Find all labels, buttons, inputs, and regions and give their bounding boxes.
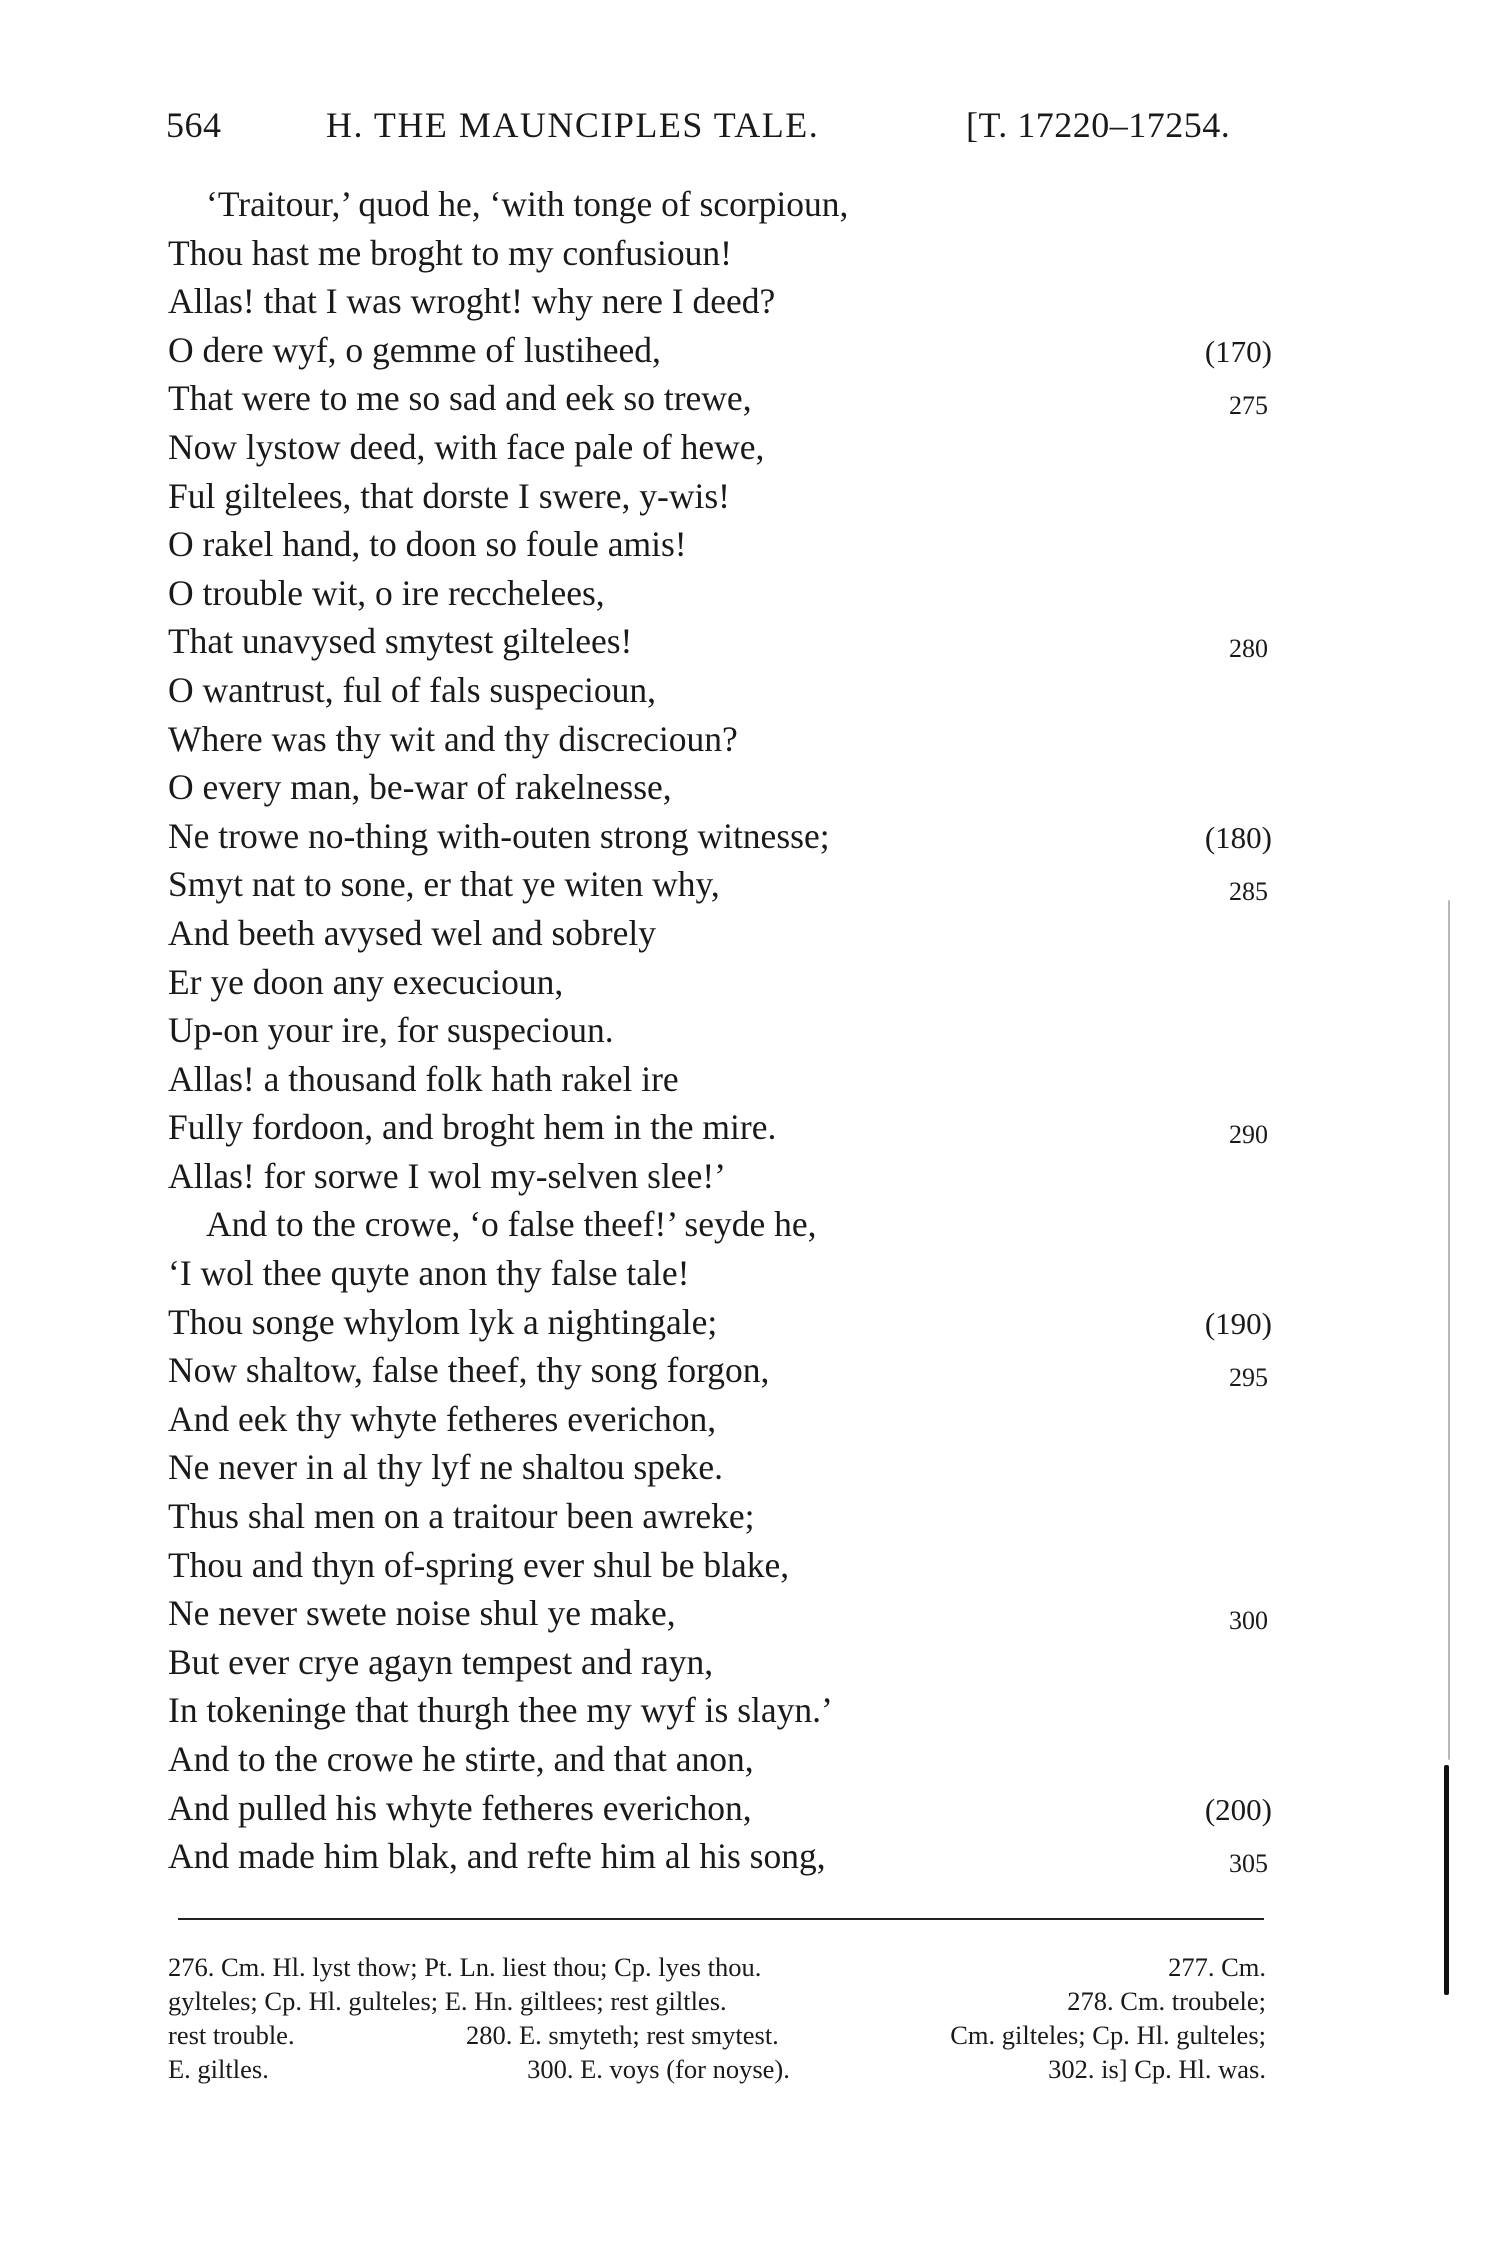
verse-text: Allas! that I was wroght! why nere I deed? bbox=[168, 281, 776, 322]
verse-text: And beeth avysed wel and sobrely bbox=[168, 912, 656, 953]
verse-text: O every man, be-war of rakelnesse, bbox=[168, 767, 672, 808]
verse-text: And made him blak, and refte him al his song, bbox=[168, 1836, 826, 1877]
verse-line bbox=[168, 666, 1278, 715]
line-range: [T. 17220–17254. bbox=[966, 105, 1231, 145]
verse-text: Now shaltow, false theef, thy song forgon, bbox=[168, 1350, 770, 1391]
footnote-entry: 300. E. voys (for noyse). bbox=[527, 2054, 790, 2084]
line-number: (170) bbox=[1204, 333, 1272, 369]
verse-text: O dere wyf, o gemme of lustiheed, bbox=[168, 329, 661, 370]
line-number: 295 bbox=[1229, 1363, 1268, 1393]
verse-line bbox=[168, 1638, 1278, 1687]
verse-line bbox=[168, 1735, 1278, 1784]
verse-line bbox=[168, 860, 1278, 909]
verse-text: Ne trowe no-thing with-outen strong witnesse; bbox=[168, 815, 830, 856]
verse-line bbox=[168, 1055, 1278, 1104]
line-number: 300 bbox=[1229, 1606, 1268, 1636]
verse-line bbox=[168, 1492, 1278, 1541]
line-number: 305 bbox=[1229, 1849, 1268, 1879]
verse-line bbox=[168, 520, 1278, 569]
verse-text: Thou and thyn of-spring ever shul be blake, bbox=[168, 1544, 790, 1585]
verse-text: Up-on your ire, for suspecioun. bbox=[168, 1010, 614, 1051]
footnote-entry: rest trouble. bbox=[168, 2020, 295, 2050]
verse-line bbox=[168, 423, 1278, 472]
verse-line bbox=[168, 763, 1278, 812]
footnote-rule bbox=[178, 1918, 1264, 1920]
verse-line bbox=[168, 1200, 1278, 1249]
verse-text: Thus shal men on a traitour been awreke; bbox=[168, 1496, 755, 1537]
verse-text: That unavysed smytest giltelees! bbox=[168, 621, 633, 662]
verse-line bbox=[168, 1346, 1278, 1395]
footnote-entry: gylteles; Cp. Hl. gulteles; E. Hn. giltlees; rest giltles. bbox=[168, 1986, 727, 2016]
verse-line bbox=[168, 617, 1278, 666]
line-number: 275 bbox=[1229, 391, 1268, 421]
verse-text: O trouble wit, o ire recchelees, bbox=[168, 572, 605, 613]
line-number: (200) bbox=[1204, 1791, 1272, 1827]
verse-line bbox=[168, 1249, 1278, 1298]
verse-text: Allas! for sorwe I wol my-selven slee!’ bbox=[168, 1155, 726, 1196]
verse-text: In tokeninge that thurgh thee my wyf is slayn.’ bbox=[168, 1690, 833, 1731]
verse-text: O rakel hand, to doon so foule amis! bbox=[168, 524, 687, 565]
footnotes bbox=[168, 1950, 1266, 2086]
verse-text: Ful giltelees, that dorste I swere, y-wis! bbox=[168, 475, 730, 516]
footnote-line bbox=[168, 2052, 1266, 2086]
verse-line bbox=[168, 472, 1278, 521]
verse-line bbox=[168, 229, 1278, 278]
line-number: 285 bbox=[1229, 877, 1268, 907]
verse-line bbox=[168, 958, 1278, 1007]
verse-line bbox=[168, 374, 1278, 423]
verse-text: And eek thy whyte fetheres everichon, bbox=[168, 1398, 717, 1439]
verse-text: Thou hast me broght to my confusioun! bbox=[168, 232, 732, 273]
verse-text: Fully fordoon, and broght hem in the mire. bbox=[168, 1107, 777, 1148]
verse-line bbox=[168, 1541, 1278, 1590]
verse-line bbox=[168, 326, 1278, 375]
verse-text: And pulled his whyte fetheres everichon, bbox=[168, 1787, 752, 1828]
footnote-entry: 276. Cm. Hl. lyst thow; Pt. Ln. liest thou; Cp. lyes thou. bbox=[168, 1952, 762, 1982]
verse-line bbox=[168, 1784, 1278, 1833]
margin-mark bbox=[1444, 1765, 1449, 1995]
verse-text: Now lystow deed, with face pale of hewe, bbox=[168, 426, 765, 467]
verse-text: Ne never in al thy lyf ne shaltou speke. bbox=[168, 1447, 724, 1488]
footnote-line bbox=[168, 1984, 1266, 2018]
footnote-entry: 302. is] Cp. Hl. was. bbox=[1048, 2054, 1266, 2084]
footnote-entry: 278. Cm. troubele; bbox=[1067, 1986, 1266, 2016]
verse-line bbox=[168, 909, 1278, 958]
verse-line bbox=[168, 1443, 1278, 1492]
verse-line bbox=[168, 1103, 1278, 1152]
verse-line bbox=[168, 569, 1278, 618]
verse-text: Where was thy wit and thy discrecioun? bbox=[168, 718, 738, 759]
verse-line bbox=[168, 1832, 1278, 1881]
running-title: H. THE MAUNCIPLES TALE. bbox=[326, 105, 820, 145]
verse-line bbox=[168, 812, 1278, 861]
margin-shadow bbox=[1448, 900, 1450, 1760]
verse-line bbox=[168, 1006, 1278, 1055]
line-number: (180) bbox=[1204, 819, 1272, 855]
verse-line bbox=[168, 1395, 1278, 1444]
verse-text: ‘Traitour,’ quod he, ‘with tonge of scorpioun, bbox=[206, 184, 849, 224]
verse-text: That were to me so sad and eek so trewe, bbox=[168, 378, 752, 419]
line-number: 280 bbox=[1229, 634, 1268, 664]
line-number: 290 bbox=[1229, 1120, 1268, 1150]
running-header bbox=[166, 104, 1266, 154]
verse-text: But ever crye agayn tempest and rayn, bbox=[168, 1641, 714, 1682]
footnote-entry: E. giltles. bbox=[168, 2054, 269, 2084]
verse-text: Ne never swete noise shul ye make, bbox=[168, 1593, 676, 1634]
verse-text: ‘I wol thee quyte anon thy false tale! bbox=[168, 1253, 690, 1294]
line-number: (190) bbox=[1204, 1305, 1272, 1341]
footnote-line bbox=[168, 2018, 1266, 2052]
page-number: 564 bbox=[166, 105, 222, 145]
verse-line bbox=[168, 715, 1278, 764]
footnote-entry: Cm. gilteles; Cp. Hl. gulteles; bbox=[950, 2020, 1266, 2050]
verse-text: Allas! a thousand folk hath rakel ire bbox=[168, 1058, 679, 1099]
verse-text: Smyt nat to sone, er that ye witen why, bbox=[168, 864, 720, 905]
verse-line bbox=[168, 180, 1278, 229]
poem-text bbox=[168, 180, 1278, 1881]
verse-line bbox=[168, 277, 1278, 326]
verse-line bbox=[168, 1686, 1278, 1735]
footnote-entry: 280. E. smyteth; rest smytest. bbox=[465, 2020, 779, 2050]
verse-text: Er ye doon any execucioun, bbox=[168, 961, 564, 1002]
verse-line bbox=[168, 1152, 1278, 1201]
verse-line bbox=[168, 1589, 1278, 1638]
verse-text: O wantrust, ful of fals suspecioun, bbox=[168, 669, 657, 710]
footnote-entry: 277. Cm. bbox=[1168, 1952, 1266, 1982]
verse-text: And to the crowe he stirte, and that anon, bbox=[168, 1739, 754, 1779]
verse-text: And to the crowe, ‘o false theef!’ seyde he, bbox=[206, 1204, 817, 1245]
footnote-line bbox=[168, 1950, 1266, 1984]
verse-line bbox=[168, 1298, 1278, 1347]
verse-text: Thou songe whylom lyk a nightingale; bbox=[168, 1301, 718, 1342]
